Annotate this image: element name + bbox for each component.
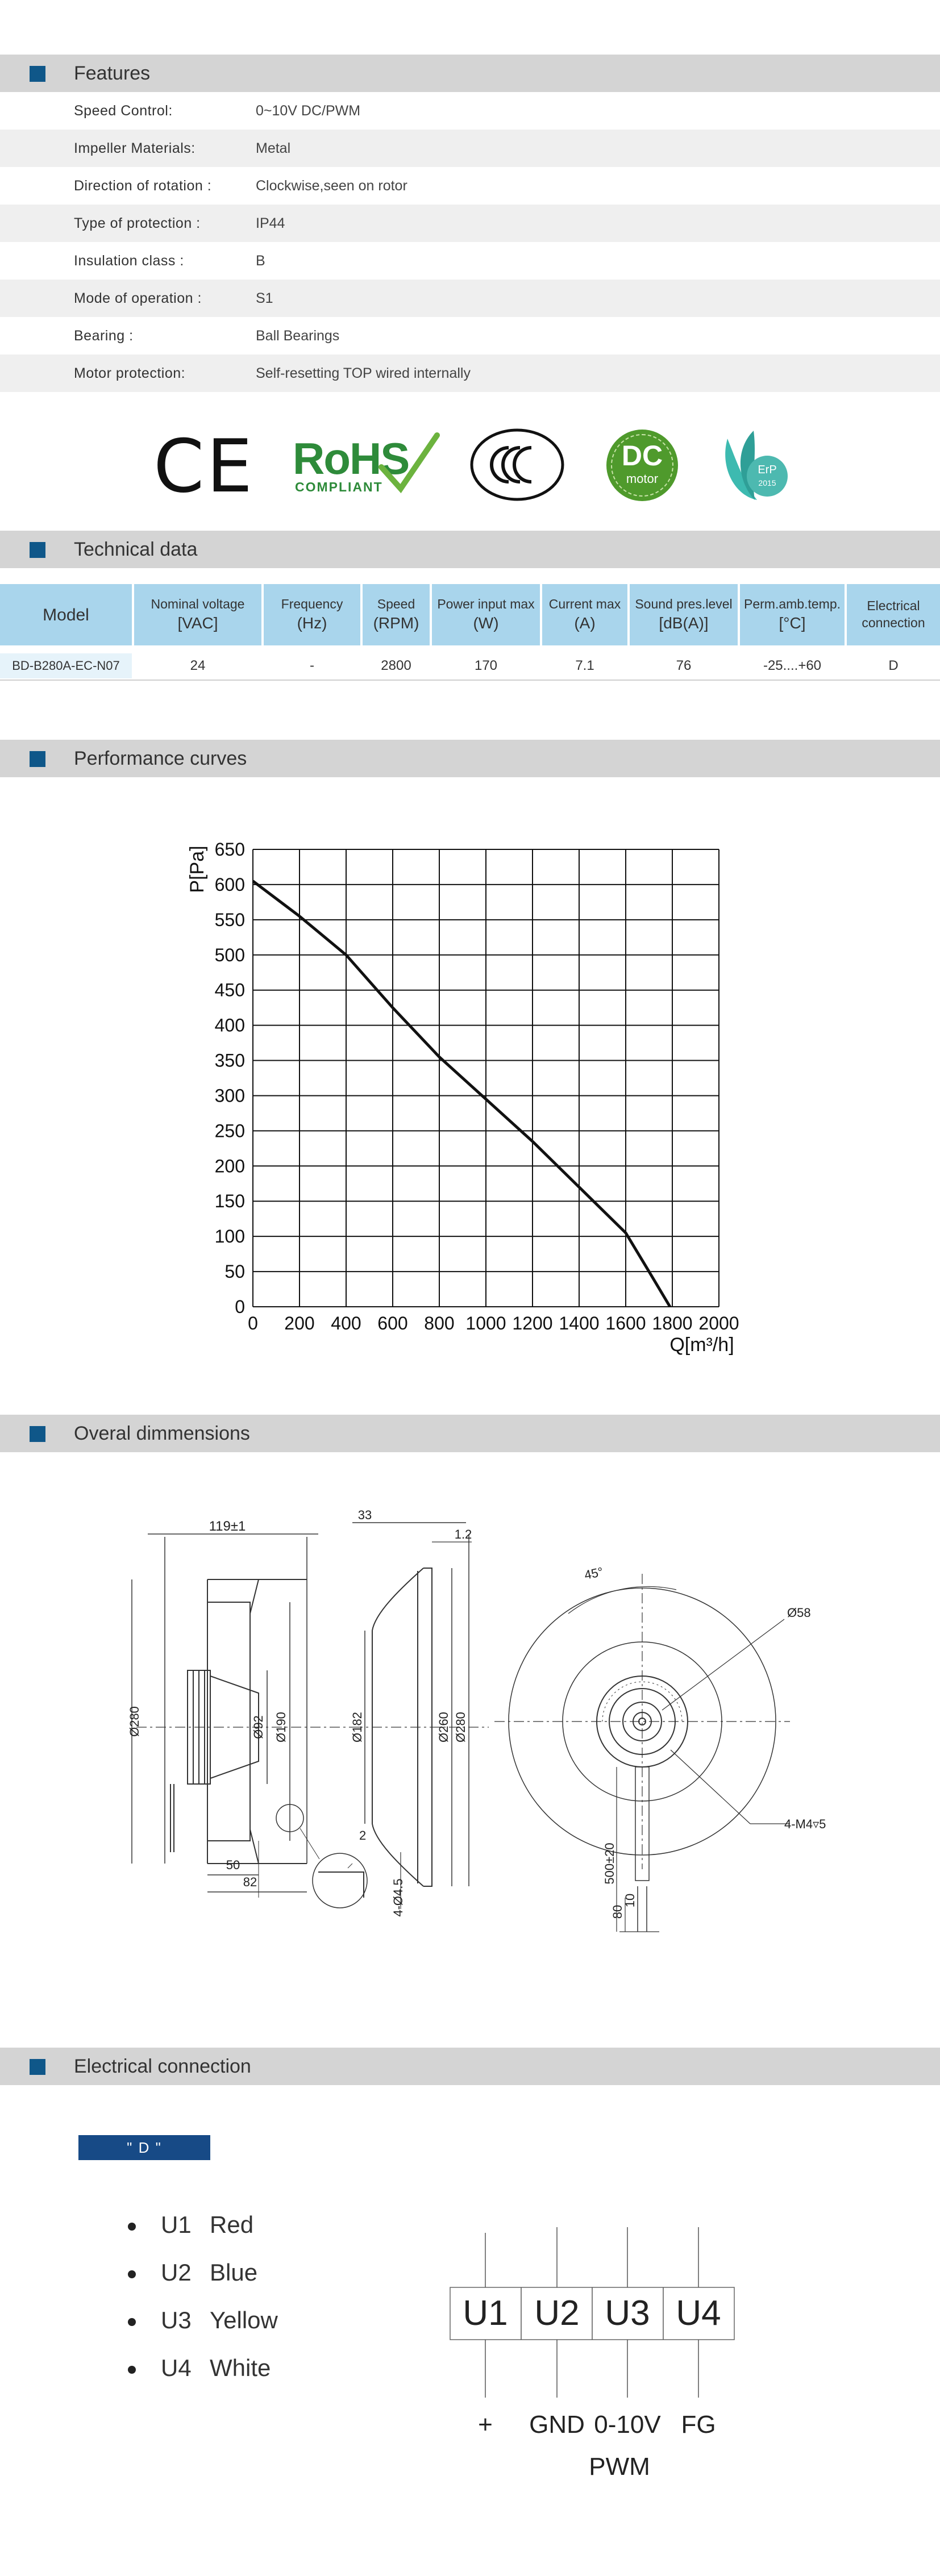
feature-label: Speed Control:: [74, 103, 173, 119]
table-cell: -25....+60: [763, 658, 822, 673]
header-unit: (A): [574, 614, 596, 632]
signal-fg: FG: [681, 2411, 716, 2439]
wire-item: [128, 2208, 253, 2242]
feature-value: Clockwise,seen on rotor: [256, 178, 407, 194]
y-tick-label: 500: [214, 944, 245, 965]
header-unit: [VAC]: [177, 614, 218, 632]
feature-row: [0, 355, 940, 392]
header-text: Model: [43, 605, 89, 624]
dim-holes: 4-Ø4.5: [391, 1878, 405, 1917]
wire-item: [128, 2351, 271, 2385]
table-header: [264, 584, 360, 645]
wire-id: U3: [161, 2307, 192, 2333]
y-tick-label: 550: [214, 909, 245, 930]
performance-chart: [0, 812, 940, 1369]
signal-0-10v: 0-10V: [594, 2411, 661, 2439]
y-tick-label: 0: [235, 1297, 245, 1317]
dim-cable: 500±20: [602, 1843, 617, 1885]
header-text: Perm.amb.temp.: [744, 596, 841, 611]
profile-view-labels: [350, 1508, 472, 1917]
dc-text: DC: [621, 440, 663, 472]
ccc-logo-icon: [469, 427, 565, 502]
chart-series: [253, 881, 670, 1307]
header-text: Frequency: [281, 596, 343, 611]
dim-dia-190: Ø190: [274, 1712, 288, 1743]
section-marker: [30, 66, 45, 82]
wire-color: White: [210, 2354, 271, 2381]
wire-item: [128, 2256, 257, 2290]
ccc-mark-icon: [469, 427, 565, 502]
feature-row: [0, 92, 940, 130]
y-tick-label: 250: [214, 1120, 245, 1141]
table-cell: -: [310, 658, 314, 673]
x-tick-label: 600: [377, 1313, 408, 1333]
x-tick-label: 1400: [559, 1313, 600, 1333]
feature-row: [0, 280, 940, 317]
table-cell: 24: [190, 658, 206, 673]
y-tick-label: 600: [214, 874, 245, 895]
dim-dia-280-profile: Ø280: [454, 1712, 468, 1743]
y-tick-label: 350: [214, 1050, 245, 1071]
wire-id: U2: [161, 2259, 192, 2286]
side-view-labels: [127, 1519, 366, 1889]
rohs-logo-icon: [293, 432, 440, 500]
section-title: Technical data: [74, 539, 198, 560]
terminal-u3: U3: [605, 2294, 650, 2333]
dim-80: 80: [610, 1904, 625, 1919]
section-title: Features: [74, 62, 151, 84]
dim-82: 82: [243, 1875, 257, 1889]
erp-logo-icon: [717, 427, 791, 502]
dimension-drawing: [0, 1500, 940, 1954]
chart-xlabel: Q[m³/h]: [669, 1334, 734, 1356]
x-tick-label: 800: [424, 1313, 455, 1333]
checkmark-icon: [378, 432, 440, 500]
wire-color: Yellow: [210, 2307, 278, 2333]
header-text: Nominal voltage: [151, 596, 245, 611]
table-header: [847, 584, 940, 645]
header-unit: (RPM): [373, 614, 419, 632]
ce-mark-icon: [153, 424, 255, 509]
feature-value: 0~10V DC/PWM: [256, 103, 361, 119]
rohs-subtext: COMPLIANT: [295, 480, 383, 494]
dim-dia-92: Ø92: [251, 1715, 265, 1739]
wire-color: Blue: [210, 2259, 258, 2286]
dim-angle: 45°: [583, 1564, 605, 1582]
section-marker: [30, 1426, 45, 1442]
y-tick-label: 450: [214, 979, 245, 1001]
table-header: [542, 584, 627, 645]
section-marker: [30, 542, 45, 558]
x-tick-label: 200: [284, 1313, 315, 1333]
section-electrical: [0, 2048, 940, 2085]
feature-label: Insulation class :: [74, 253, 184, 269]
section-title: Electrical connection: [74, 2056, 251, 2077]
signal-plus: +: [478, 2411, 493, 2439]
feature-value: S1: [256, 290, 273, 306]
dim-33: 33: [357, 1508, 372, 1522]
header-text: connection: [862, 615, 925, 630]
table-header-model: [0, 584, 132, 645]
dim-50: 50: [226, 1858, 240, 1872]
feature-label: Direction of rotation :: [74, 178, 212, 194]
table-header: [134, 584, 261, 645]
feature-row: [0, 167, 940, 205]
side-view: [132, 1534, 367, 1908]
table-cell-model: BD-B280A-EC-N07: [0, 653, 132, 678]
y-tick-label: 650: [214, 839, 245, 860]
header-unit: (Hz): [297, 614, 327, 632]
bullet-icon: [128, 2270, 136, 2278]
section-title: Overal dimmensions: [74, 1423, 250, 1444]
feature-value: Metal: [256, 140, 291, 156]
y-tick-label: 150: [214, 1191, 245, 1212]
y-tick-label: 50: [224, 1261, 245, 1282]
bullet-icon: [128, 2366, 136, 2374]
terminal-u2: U2: [534, 2294, 580, 2333]
section-title: Performance curves: [74, 748, 247, 769]
table-header: [740, 584, 845, 645]
signal-pwm: PWM: [589, 2453, 650, 2481]
y-tick-label: 200: [214, 1156, 245, 1177]
front-view-labels: [583, 1565, 826, 1919]
feature-row: [0, 317, 940, 355]
feature-value: Ball Bearings: [256, 328, 340, 344]
rohs-text: RoHS: [293, 433, 409, 483]
chart-ylabel: P[Pa]: [186, 845, 208, 893]
table-divider: [0, 680, 940, 681]
section-marker: [30, 751, 45, 767]
wire-color: Red: [210, 2211, 254, 2238]
feature-label: Impeller Materials:: [74, 140, 196, 156]
header-text: Sound pres.level: [635, 596, 733, 611]
section-marker: [30, 2059, 45, 2075]
dim-dia-280: Ø280: [127, 1706, 142, 1737]
feature-label: Type of protection :: [74, 215, 201, 231]
dim-10: 10: [623, 1893, 637, 1908]
ce-text: CE: [153, 424, 255, 509]
header-text: Current max: [548, 596, 621, 611]
header-unit: [dB(A)]: [659, 614, 709, 632]
section-performance: [0, 740, 940, 777]
feature-row: [0, 242, 940, 280]
dc-subtext: motor: [626, 472, 659, 486]
feature-label: Motor protection:: [74, 365, 186, 381]
series-line: [253, 881, 670, 1307]
y-tick-label: 400: [214, 1015, 245, 1036]
bullet-icon: [128, 2318, 136, 2326]
x-tick-label: 400: [331, 1313, 361, 1333]
table-cell: 2800: [381, 658, 411, 673]
x-tick-label: 2000: [698, 1313, 739, 1333]
section-features: [0, 55, 940, 92]
dim-dia-58: Ø58: [787, 1606, 811, 1620]
table-header: [363, 584, 430, 645]
header-text: Electrical: [867, 598, 920, 614]
x-tick-label: 1200: [512, 1313, 553, 1333]
feature-row: [0, 205, 940, 242]
table-cell: D: [888, 658, 899, 673]
terminal-u4: U4: [676, 2294, 721, 2333]
feature-label: Mode of operation :: [74, 290, 202, 306]
feature-value: B: [256, 253, 265, 269]
terminal-diagram: [443, 2227, 739, 2500]
front-view: [494, 1574, 790, 1932]
header-text: Power input max: [437, 596, 535, 611]
header-text: Speed: [377, 596, 415, 611]
dim-dia-260: Ø260: [436, 1712, 451, 1743]
signal-gnd: GND: [529, 2411, 585, 2439]
dim-width: 119±1: [209, 1519, 246, 1534]
feature-value: IP44: [256, 215, 285, 231]
dim-mount: 4-M4▿5: [784, 1817, 826, 1831]
feature-row: [0, 130, 940, 167]
terminal-u1: U1: [463, 2294, 508, 2333]
x-tick-label: 1000: [465, 1313, 506, 1333]
erp-text: ErP: [758, 464, 777, 476]
wire-id: U4: [161, 2354, 192, 2381]
bullet-icon: [128, 2223, 136, 2231]
dim-detail-2: 2: [359, 1828, 367, 1843]
x-tick-label: 1600: [605, 1313, 646, 1333]
table-header: [630, 584, 738, 645]
x-tick-label: 1800: [652, 1313, 693, 1333]
table-header: [432, 584, 540, 645]
section-technical: [0, 531, 940, 568]
table-cell: 170: [474, 658, 498, 673]
header-unit: [°C]: [779, 614, 806, 632]
connection-tag: " D ": [78, 2135, 210, 2160]
table-cell: 76: [676, 658, 692, 673]
feature-value: Self-resetting TOP wired internally: [256, 365, 471, 381]
y-tick-label: 100: [214, 1226, 245, 1247]
dim-1-2: 1.2: [454, 1527, 472, 1541]
feature-label: Bearing :: [74, 328, 134, 344]
chart-grid: [253, 849, 719, 1307]
section-dimensions: [0, 1415, 940, 1452]
dim-dia-182: Ø182: [350, 1712, 364, 1743]
table-cell: 7.1: [575, 658, 594, 673]
header-unit: (W): [473, 614, 499, 632]
erp-year: 2015: [758, 478, 776, 487]
wire-item: [128, 2303, 278, 2337]
wire-id: U1: [161, 2211, 192, 2238]
profile-view: [352, 1523, 489, 1909]
x-tick-label: 0: [248, 1313, 258, 1333]
y-tick-label: 300: [214, 1085, 245, 1106]
dc-motor-logo-icon: [606, 430, 678, 501]
